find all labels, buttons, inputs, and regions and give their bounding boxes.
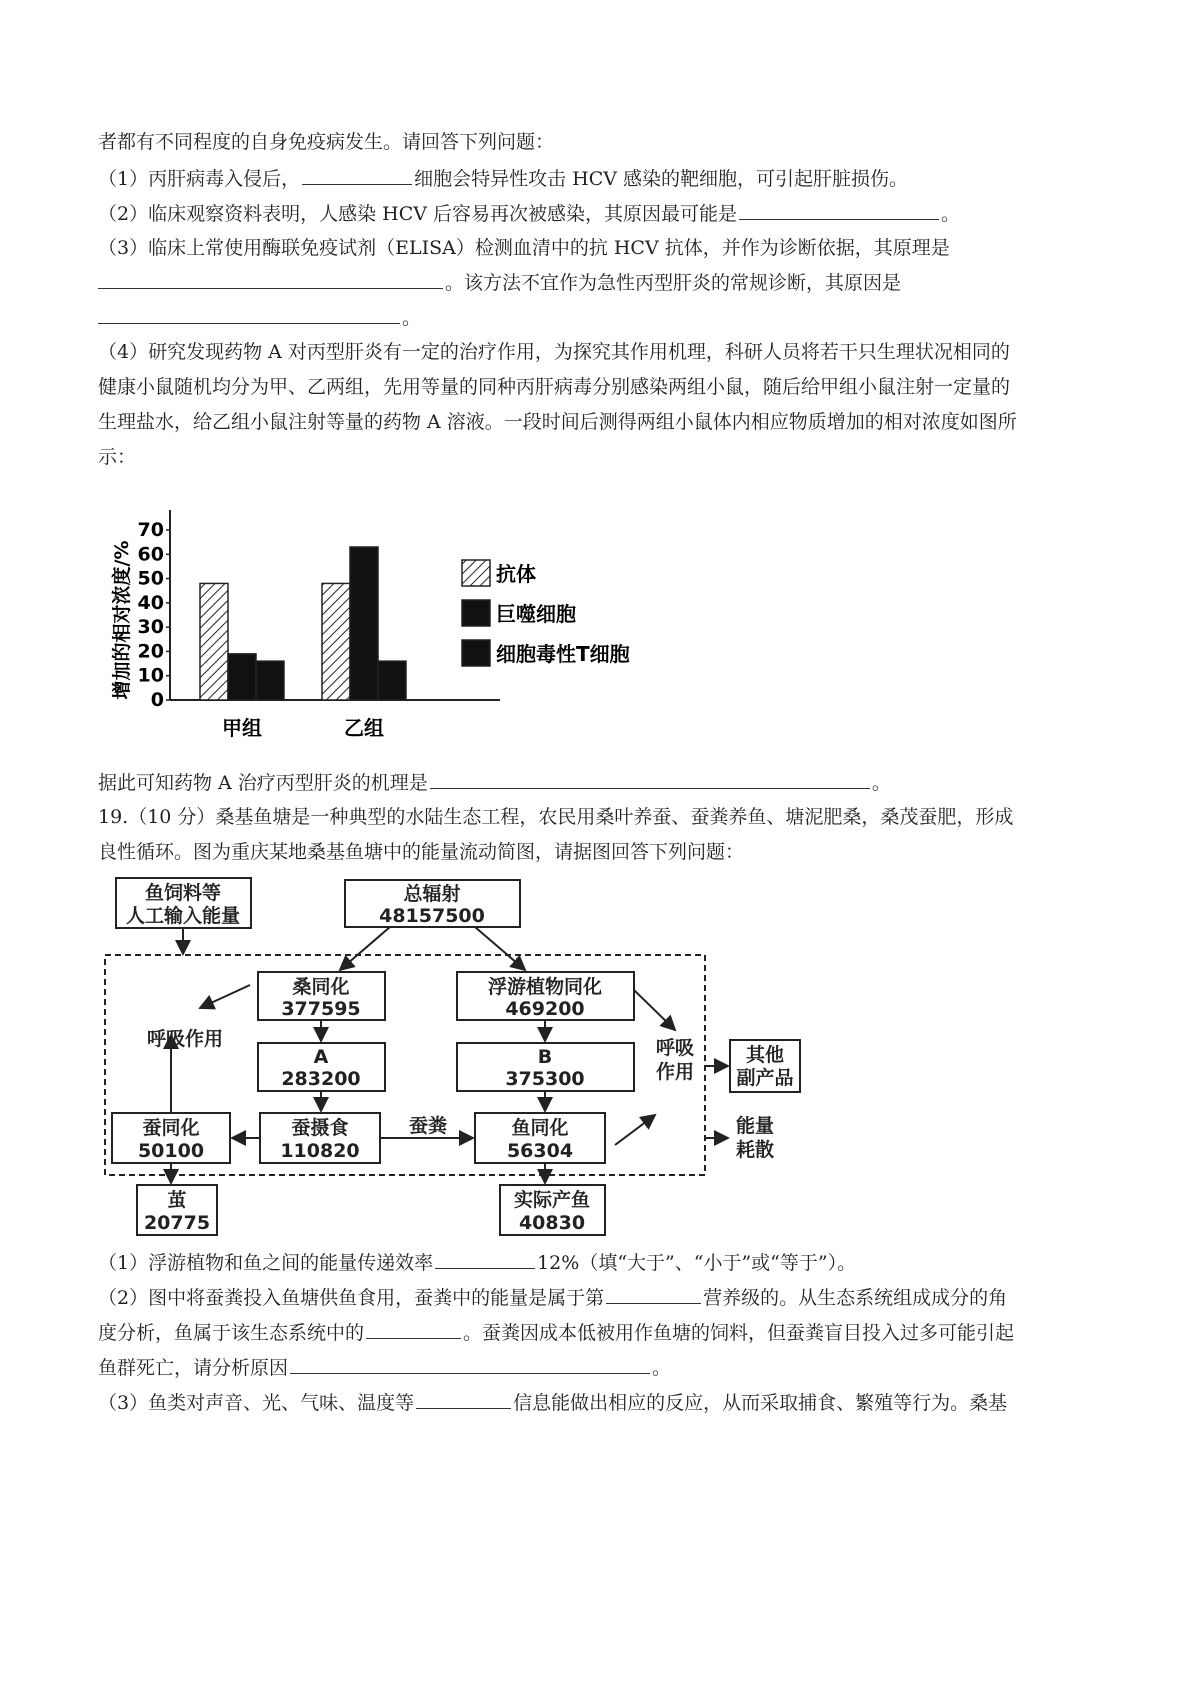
other-product-label-2: 副产品 — [736, 1067, 794, 1089]
answer-blank — [430, 770, 870, 789]
question-text: 据此可知药物 A 治疗丙型肝炎的机理是 — [98, 772, 428, 794]
answer-blank — [416, 1390, 511, 1409]
respiration-left: 呼吸作用 — [146, 1028, 224, 1050]
question-text: （2）图中将蚕粪投入鱼塘供鱼食用，蚕粪中的能量是属于第 — [98, 1287, 605, 1309]
sub-question-2-line-2 — [98, 1320, 1014, 1345]
bar-1-group-2 — [322, 583, 350, 700]
b-value: 375300 — [505, 1068, 585, 1090]
feces-label: 蚕粪 — [408, 1115, 448, 1137]
bar-chart — [100, 490, 700, 750]
question-4: （4）研究发现药物 A 对丙型肝炎有一定的治疗作用，为探究其作用机理，科研人员将若干只生理状况相同的 — [98, 341, 1010, 363]
question-text: 营养级的。从生态系统组成成分的角 — [703, 1287, 1008, 1309]
answer-blank — [302, 166, 412, 185]
question-text: 。 — [871, 772, 891, 794]
mulberry-label: 桑同化 — [292, 976, 350, 998]
question-text: 鱼群死亡，请分析原因 — [98, 1357, 289, 1379]
answer-blank — [606, 1285, 701, 1304]
y-tick-label: 10 — [137, 664, 164, 687]
question-text: （1）丙肝病毒入侵后， — [98, 168, 301, 190]
bar-3-group-1 — [256, 661, 284, 700]
bar-1-group-1 — [200, 583, 228, 700]
category-label: 甲组 — [222, 716, 262, 740]
y-tick-label: 20 — [137, 640, 164, 663]
other-product-label-1: 其他 — [745, 1044, 785, 1066]
total-label: 总辐射 — [403, 883, 461, 905]
question-3-line-2 — [98, 270, 901, 295]
question-text: （3）鱼类对声音、光、气味、温度等 — [98, 1392, 415, 1414]
question-text: 度分析，鱼属于该生态系统中的 — [98, 1322, 365, 1344]
question-4-line-2: 健康小鼠随机均分为甲、乙两组，先用等量的同种丙肝病毒分别感染两组小鼠，随后给甲组小鼠注射一定量的 — [98, 376, 1011, 398]
y-axis-label: 增加的相对浓度/% — [111, 540, 133, 700]
question-text: 12%（填“大于”、“小于”或“等于”）。 — [537, 1252, 857, 1274]
artificial-label-1: 鱼饲料等 — [144, 882, 222, 904]
y-tick-label: 0 — [150, 689, 164, 711]
silkworm-value: 50100 — [137, 1140, 205, 1162]
bar-2-group-1 — [228, 654, 256, 700]
respiration-right-1: 呼吸 — [655, 1037, 695, 1059]
a-label: A — [313, 1046, 329, 1068]
silkworm-eat-label: 蚕摄食 — [291, 1117, 349, 1139]
question-text: 。 — [402, 307, 422, 329]
respiration-right-2: 作用 — [655, 1061, 695, 1083]
sub-question-1 — [98, 1250, 856, 1275]
question-text: 细胞会特异性攻击 HCV 感染的靶细胞，可引起肝脏损伤。 — [414, 168, 909, 190]
sub-question-2-line-3 — [98, 1355, 671, 1380]
mulberry-value: 377595 — [281, 998, 361, 1020]
silkworm-eat-value: 110820 — [280, 1140, 360, 1162]
energy-loss-label-1: 能量 — [735, 1115, 775, 1137]
energy-flow-diagram — [100, 870, 820, 1250]
legend-label: 细胞毒性T细胞 — [496, 642, 630, 666]
answer-blank — [98, 270, 443, 289]
question-4-conclusion — [98, 770, 891, 795]
fish-label: 鱼同化 — [511, 1117, 569, 1139]
legend-label: 巨噬细胞 — [496, 602, 576, 626]
question-text: 。蚕粪因成本低被用作鱼塘的饲料，但蚕粪盲目投入过多可能引起 — [463, 1322, 1015, 1344]
question-19-line-2: 良性循环。图为重庆某地桑基鱼塘中的能量流动简图，请据图回答下列问题： — [98, 841, 745, 863]
answer-blank — [366, 1320, 461, 1339]
question-4-line-3: 生理盐水，给乙组小鼠注射等量的药物 A 溶液。一段时间后测得两组小鼠体内相应物质增加的相对浓度如图所 — [98, 411, 1017, 433]
question-3: （3）临床上常使用酶联免疫试剂（ELISA）检测血清中的抗 HCV 抗体，并作为诊断依据，其原理是 — [98, 237, 950, 259]
bar-3-group-2 — [378, 661, 406, 700]
y-tick-label: 30 — [137, 616, 164, 639]
actual-fish-value: 40830 — [518, 1212, 586, 1234]
answer-blank — [290, 1355, 650, 1374]
question-3-line-3 — [98, 305, 421, 330]
plankton-value: 469200 — [505, 998, 585, 1020]
actual-fish-label: 实际产鱼 — [513, 1189, 591, 1211]
question-4-line-4: 示： — [98, 446, 137, 468]
answer-blank — [98, 305, 400, 324]
question-text: 信息能做出相应的反应，从而采取捕食、繁殖等行为。桑基 — [513, 1392, 1008, 1414]
total-value: 48157500 — [379, 905, 485, 927]
plankton-label: 浮游植物同化 — [487, 976, 603, 998]
question-19: 19.（10 分）桑基鱼塘是一种典型的水陆生态工程，农民用桑叶养蚕、蚕粪养鱼、塘泥肥桑，桑茂蚕肥，形成 — [98, 806, 1014, 828]
cocoon-label: 茧 — [167, 1189, 187, 1211]
question-text: 。 — [941, 203, 961, 225]
y-tick-label: 40 — [137, 591, 164, 614]
answer-blank — [435, 1250, 535, 1269]
a-value: 283200 — [281, 1068, 361, 1090]
sub-question-3 — [98, 1390, 1007, 1415]
question-text: （1）浮游植物和鱼之间的能量传递效率 — [98, 1252, 434, 1274]
energy-loss-label-2: 耗散 — [735, 1139, 775, 1161]
question-1 — [98, 166, 908, 191]
bar-2-group-2 — [350, 547, 378, 700]
question-2 — [98, 201, 960, 226]
b-label: B — [537, 1046, 553, 1068]
artificial-label-2: 人工输入能量 — [125, 905, 241, 927]
answer-blank — [739, 201, 939, 220]
y-tick-label: 50 — [137, 567, 164, 590]
y-tick-label: 60 — [137, 543, 164, 566]
question-text: 。 — [652, 1357, 672, 1379]
legend-label: 抗体 — [496, 562, 536, 586]
question-text: （2）临床观察资料表明，人感染 HCV 后容易再次被感染，其原因最可能是 — [98, 203, 737, 225]
sub-question-2 — [98, 1285, 1007, 1310]
category-label: 乙组 — [344, 716, 384, 740]
silkworm-label: 蚕同化 — [142, 1117, 200, 1139]
y-tick-label: 70 — [137, 519, 164, 541]
text-line: 者都有不同程度的自身免疫病发生。请回答下列问题： — [98, 131, 555, 153]
legend-swatch — [462, 640, 490, 666]
cocoon-value: 20775 — [143, 1212, 211, 1234]
legend-swatch — [462, 600, 490, 626]
fish-value: 56304 — [506, 1140, 574, 1162]
question-text: 。该方法不宜作为急性丙型肝炎的常规诊断，其原因是 — [445, 272, 902, 294]
legend-swatch — [462, 560, 490, 586]
